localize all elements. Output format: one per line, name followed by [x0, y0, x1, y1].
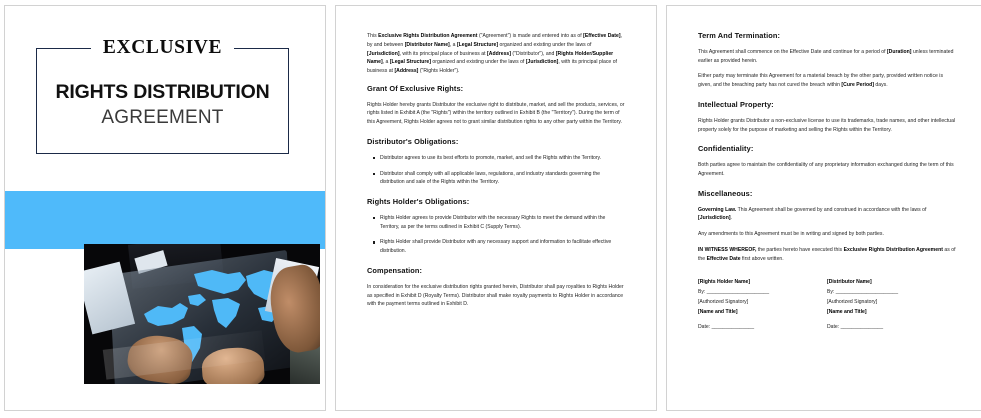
term-paragraph-1 [698, 48, 956, 66]
term-t4: days. [873, 82, 888, 89]
intro-t9: organized and existing under the laws of [430, 59, 526, 66]
signature-by-line[interactable]: By: ______________________ [827, 289, 899, 296]
compensation-body: In consideration for the exclusive distribution rights granted herein, Distributor shall pay royalties to Rights Holder as specified in Exhibit D (Royalty Terms). Distributor shall make royalty payments to Rights Holder in accordance with the payment terms outlined in Exhibit D. [367, 283, 624, 308]
page-three-content [698, 32, 956, 333]
amendments-paragraph: Any amendments to this Agreement must be in writing and signed by both parties. [698, 231, 884, 237]
witness-t2: as of the [698, 246, 956, 262]
list-item: Distributor agrees to use its best efforts to promote, market, and sell the Rights within the Territory. [380, 154, 625, 163]
intro-t10: , with its principal place of business at [367, 59, 617, 74]
governing-law-jurisdiction: [Jurisdiction] [698, 215, 731, 222]
document-page-two[interactable] [335, 5, 657, 411]
intro-t2: ("Agreement") is made and entered into as of [477, 33, 584, 39]
section-heading-compensation: Compensation: [367, 265, 423, 275]
intro-t3: , by and between [367, 33, 622, 48]
intro-rights-holder-name: [Rights Holder/Supplier Name] [367, 50, 614, 66]
witness-label: IN WITNESS WHEREOF, [698, 246, 757, 253]
grant-body: Rights Holder hereby grants Distributor the exclusive right to distribute, market, and sell the products, services, or rights listed in Exhibit A (the "Rights") within the territory outlined in Exhibit B (the "Territory"). During the term of this Agreement, Rights Holder agrees not to grant similar distribution rights to any other party within the Territory. [367, 101, 625, 126]
governing-law-t2: . [730, 215, 732, 222]
intro-legal-structure-2: [Legal Structure] [389, 59, 431, 66]
intro-t1: This [367, 33, 379, 39]
term-t1: This Agreement shall commence on the Effective Date and continue for a period of [698, 48, 887, 55]
rights-holder-obligations-list [367, 214, 625, 256]
intro-jurisdiction-1: [Jurisdiction] [367, 50, 400, 57]
signature-date-line[interactable]: Date: _______________ [827, 323, 884, 330]
term-paragraph-2 [698, 72, 956, 90]
intro-agreement-name: Exclusive Rights Distribution Agreement [378, 33, 478, 39]
witness-effective-date: Effective Date [706, 255, 741, 262]
intro-t11: ("Rights Holder"). [418, 68, 460, 74]
governing-law-label: Governing Law. [698, 206, 737, 213]
distributor-obligations-list [367, 154, 625, 187]
term-duration: [Duration] [886, 48, 912, 55]
cover-accent-band [4, 191, 326, 249]
section-heading-confidentiality: Confidentiality: [698, 144, 754, 154]
section-heading-term-and-termination: Term And Termination: [698, 31, 781, 40]
intro-t8: , a [382, 59, 390, 66]
page-two-content [367, 32, 625, 316]
signature-block [698, 278, 956, 333]
intro-paragraph [367, 32, 625, 76]
term-cure-period: [Cure Period] [841, 82, 874, 89]
intro-jurisdiction-2: [Jurisdiction] [525, 59, 559, 66]
section-heading-intellectual-property: Intellectual Property: [698, 99, 774, 109]
intro-address-2: [Address] [394, 68, 419, 74]
document-page-three[interactable] [666, 5, 981, 411]
intro-effective-date: [Effective Date] [583, 33, 621, 39]
signature-party-name: [Distributor Name] [827, 279, 872, 286]
signature-date-line[interactable]: Date: _______________ [698, 323, 755, 330]
section-heading-distributor-obligations: Distributor's Obligations: [367, 136, 459, 146]
cover-subtitle: AGREEMENT [101, 107, 224, 128]
witness-agreement-name: Exclusive Rights Distribution Agreement [843, 246, 943, 253]
intro-address-1: [Address] [487, 50, 511, 57]
intro-t7: ("Distributor"), and [511, 50, 556, 57]
signature-column-distributor [827, 278, 956, 333]
cover-photo [84, 244, 320, 384]
witness-t3: first above written. [740, 255, 784, 262]
cover-eyebrow-text: EXCLUSIVE [91, 38, 234, 58]
section-heading-rights-holder-obligations: Rights Holder's Obligations: [367, 197, 470, 206]
witness-paragraph [698, 246, 956, 264]
signature-party-name: [Rights Holder Name] [698, 279, 751, 286]
signature-by-line[interactable]: By: ______________________ [698, 289, 770, 296]
witness-t1: the parties hereto have executed this [756, 246, 844, 253]
intro-t6: , with its principal place of business at [399, 50, 488, 57]
governing-law-t1: This Agreement shall be governed by and construed in accordance with the laws of [736, 206, 927, 213]
signature-name-and-title: [Name and Title] [698, 309, 738, 316]
governing-law-paragraph [698, 206, 956, 224]
intro-t4: , a [449, 41, 457, 48]
list-item: Rights Holder agrees to provide Distributor with the necessary Rights to meet the demand within the Territory, as per the terms outlined in Exhibit C (Supply Terms). [380, 214, 625, 232]
intro-t5: organized and existing under the laws of [498, 41, 592, 48]
term-t3: Either party may terminate this Agreement for a material breach by the other party, provided written notice is given, and the breaching party has not cured the breach within [698, 73, 944, 89]
term-t2: unless terminated earlier as provided herein. [698, 48, 954, 64]
signature-name-and-title: [Name and Title] [827, 309, 867, 316]
document-page-cover[interactable] [4, 5, 326, 411]
intellectual-property-body: Rights Holder grants Distributor a non-exclusive license to use its trademarks, trade names, and other intellectual property solely for the purpose of marketing and selling the Rights within the Territory. [698, 117, 956, 133]
list-item: Rights Holder shall provide Distributor with any necessary support and information to facilitate effective distribution. [380, 238, 625, 256]
signature-authorized-signatory: [Authorized Signatory] [827, 299, 878, 306]
intro-distributor-name: [Distributor Name] [404, 41, 450, 48]
list-item: Distributor shall comply with all applicable laws, regulations, and industry standards governing the distribution and sale of the Rights within the Territory. [380, 170, 625, 188]
signature-column-rights-holder [698, 278, 827, 333]
cover-eyebrow-wrapper [36, 38, 289, 58]
section-heading-grant: Grant Of Exclusive Rights: [367, 83, 464, 93]
signature-authorized-signatory: [Authorized Signatory] [698, 299, 749, 306]
intro-legal-structure-1: [Legal Structure] [456, 41, 499, 48]
section-heading-miscellaneous: Miscellaneous: [698, 188, 753, 198]
confidentiality-body: Both parties agree to maintain the confidentiality of any proprietary information exchanged during the term of this Agreement. [698, 162, 954, 177]
cover-title: RIGHTS DISTRIBUTION [55, 81, 270, 103]
